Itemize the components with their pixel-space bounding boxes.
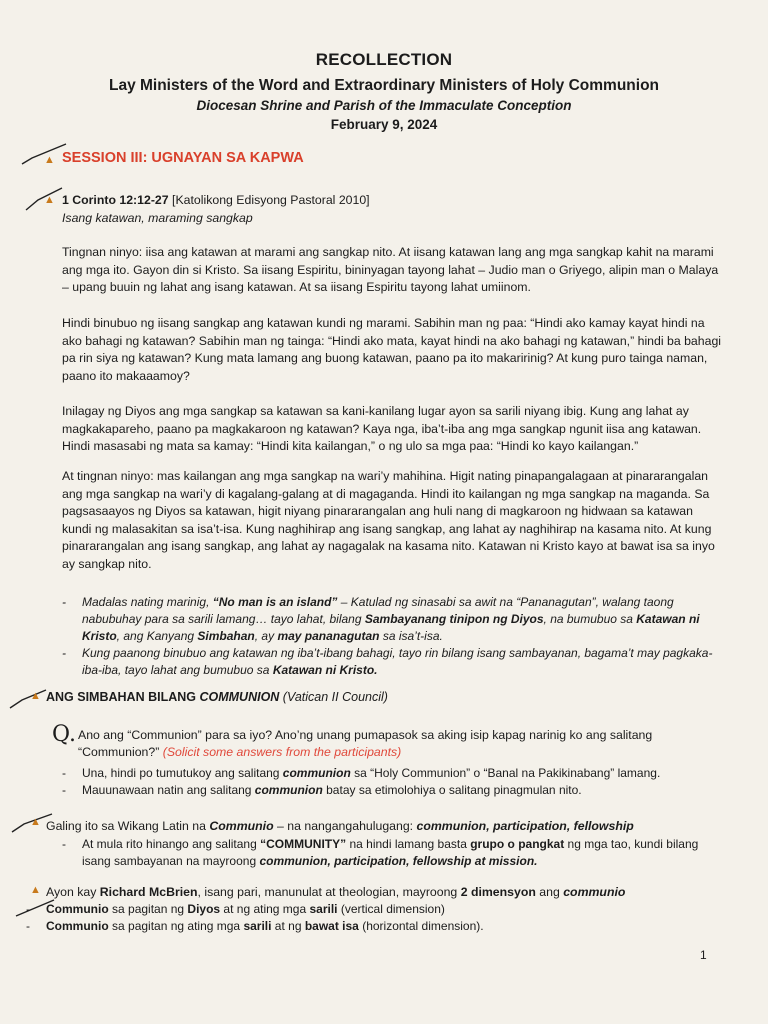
text-run: Galing ito sa Wikang Latin na — [46, 819, 210, 833]
bullet-dash: - — [62, 595, 66, 609]
candle-icon: ▲ — [30, 816, 41, 828]
list-item — [62, 594, 722, 645]
question — [78, 727, 718, 761]
text-run: Simbahan — [197, 629, 255, 643]
handwritten-q: Q. — [52, 722, 76, 747]
reading-theme: Isang katawan, maraming sangkap — [62, 210, 253, 225]
latin-origin — [46, 818, 726, 835]
bullet-dash: - — [62, 783, 66, 797]
text-run: sa isa’t-isa. — [379, 629, 443, 643]
bullet-dash: - — [62, 646, 66, 660]
text-run: batay sa etimolohiya o salitang pinagmulan nito. — [322, 783, 582, 797]
list-item — [62, 765, 722, 782]
text-run: Diyos — [187, 902, 221, 916]
page-number: 1 — [700, 948, 707, 962]
bullet-dash: - — [26, 919, 30, 933]
doc-date: February 9, 2024 — [330, 117, 438, 132]
text-run: ang — [535, 885, 564, 899]
candle-icon: ▲ — [30, 690, 41, 702]
candle-icon: ▲ — [44, 154, 55, 166]
text-run: sa “Holy Communion” o “Banal na Pakikinabang” lamang. — [350, 766, 661, 780]
community-bullets — [62, 836, 722, 870]
text-run: (vertical dimension) — [337, 902, 445, 916]
bullet-dash: - — [62, 766, 66, 780]
list-item — [62, 782, 722, 799]
candle-icon: ▲ — [30, 884, 41, 896]
list-item — [26, 901, 686, 918]
text-run: communion, participation, fellowship at mission. — [259, 854, 538, 868]
communion-bullets — [62, 765, 722, 799]
text-run: Katawan ni Kristo — [82, 612, 700, 643]
text-run: – na nangangahulugang: — [273, 819, 417, 833]
paragraph: Inilagay ng Diyos ang mga sangkap sa katawan sa kani-kanilang lugar ayon sa sarili niyang ibig. Kung ang lahat ay magkakapareho, paano pa magkakaroon ng katawan? Kaya nga, iba’t-iba ang mga sangkap ngunit iisa ang katawan. Hindi masasabi ng mata sa kamay: “Hindi kita kailangan,” o ng ulo sa mga paa: “Hindi ko kayo kailangan.” — [62, 404, 702, 453]
text-run: Una, hindi po tumutukoy ang salitang — [82, 766, 283, 780]
text-run: communion — [254, 783, 323, 797]
text-run: 2 dimensyon — [460, 885, 536, 899]
reading-reference — [62, 192, 722, 227]
text-run: Communio — [46, 902, 109, 916]
candle-icon: ▲ — [44, 194, 55, 206]
text-run: na hindi lamang basta — [346, 837, 471, 851]
text-run: , ay — [254, 629, 278, 643]
text-run: (Vatican II Council) — [279, 690, 388, 704]
doc-subtitle: Lay Ministers of the Word and Extraordinary Ministers of Holy Communion — [108, 77, 660, 94]
text-run: , na bumubuo sa — [543, 612, 637, 626]
text-run: Mauunawaan natin ang salitang — [82, 783, 255, 797]
text-run: Katawan ni Kristo. — [272, 663, 378, 677]
text-run: COMMUNION — [199, 690, 280, 704]
section-heading — [46, 690, 388, 704]
bullet-dash: - — [26, 902, 30, 916]
text-run: Sambayanang tinipon ng Diyos — [364, 612, 544, 626]
reflection-bullets — [62, 594, 722, 679]
mcbrien-intro — [46, 884, 726, 901]
text-run: communion, participation, fellowship — [416, 819, 634, 833]
text-run: may pananagutan — [277, 629, 380, 643]
text-run: communion — [282, 766, 351, 780]
dimension-bullets — [26, 901, 686, 935]
reading-edition: [Katolikong Edisyong Pastoral 2010] — [172, 193, 370, 207]
list-item — [26, 918, 686, 935]
text-run: at ng ating mga — [220, 902, 310, 916]
text-run: ANG SIMBAHAN BILANG — [46, 690, 200, 704]
session-heading: SESSION III: UGNAYAN SA KAPWA — [62, 150, 304, 166]
text-run: Kung paanong binubuo ang katawan ng iba’t-ibang bahagi, tayo rin bilang isang sambayanan, bagama’t may pagkaka-iba-iba, tayo lahat ang bumubuo sa — [82, 646, 713, 677]
text-run: sa pagitan ng ating mga — [108, 919, 244, 933]
text-run: grupo o pangkat — [470, 837, 565, 851]
text-run: At mula rito hinango ang salitang — [82, 837, 261, 851]
text-run: sarili — [309, 902, 338, 916]
list-item — [62, 645, 722, 679]
text-run: communio — [563, 885, 626, 899]
text-run: – Katulad ng sinasabi sa awit na “Pananagutan”, walang taong nabubuhay para sa sarili lamang… tayo lahat, bilang — [82, 595, 674, 626]
pen-check-icon — [8, 684, 48, 714]
text-run: “No man is an island” — [212, 595, 338, 609]
text-run: Communio — [209, 819, 274, 833]
paragraph: Tingnan ninyo: iisa ang katawan at marami ang sangkap nito. At iisang katawan lang ang mga sangkap kahit na marami ang mga ito. Gayon din si Kristo. Sa iisang Espiritu, bininyagan tayong lahat – Judio man o Griyego, alipin man o Malaya – upang buuin ng lahat ang isang katawan. At sa iisang Espiritu tayong lahat umiinom. — [62, 245, 719, 294]
text-run: bawat isa — [304, 919, 359, 933]
reading-ref: 1 Corinto 12:12-27 — [62, 193, 169, 207]
text-run: sarili — [243, 919, 272, 933]
doc-title: RECOLLECTION — [315, 50, 453, 69]
text-run: sa pagitan ng — [108, 902, 188, 916]
text-run: Richard McBrien — [99, 885, 198, 899]
text-run: , ang Kanyang — [116, 629, 198, 643]
text-run: Ayon kay — [46, 885, 100, 899]
text-run: Communio — [46, 919, 109, 933]
text-run: , isang pari, manunulat at theologian, mayroong — [197, 885, 461, 899]
text-run: (horizontal dimension). — [358, 919, 484, 933]
text-run: ng mga tao, kundi bilang isang sambayanan na mayroong — [82, 837, 699, 868]
text-run: Madalas nating marinig, — [82, 595, 213, 609]
text-run: “COMMUNITY” — [260, 837, 347, 851]
list-item — [62, 836, 722, 870]
text-run: Ano ang “Communion” para sa iyo? Ano’ng unang pumapasok sa aking isip kapag narinig ko ang salitang “Communion?” — [78, 728, 653, 759]
bullet-dash: - — [62, 837, 66, 851]
doc-parish: Diocesan Shrine and Parish of the Immaculate Conception — [196, 98, 572, 113]
paragraph: Hindi binubuo ng iisang sangkap ang katawan kundi ng marami. Sabihin man ng paa: “Hindi ako kamay kayat hindi na ako bahagi ng katawan? Sabihin man ng tainga: “Hindi ako mata, kayat hindi na ako bahagi ng katawan,” hindi ba bahagi pa rin siya ng katawan? Kung mata lamang ang buong katawan, paano pa ito makaririnig? At kung puro tainga naman, paano ito makaaamoy? — [62, 316, 722, 383]
text-run: at ng — [271, 919, 305, 933]
paragraph: At tingnan ninyo: mas kailangan ang mga sangkap na wari’y mahihina. Higit nating pinapangalagaan at pinararangalan ang mga sangkap na wari’y di kagalang-galang at di magaganda. Hindi ito kailangan ng mga sangkap na maganda. Sa pagsasaayos ng Diyos sa katawan, higit niyang pinararangalan ang huli nang di magkaroon ng hidwaan sa katawan kundi ng malasakitan sa isa’t-isa. Kung naghihirap ang isang sangkap, ang lahat ay naghihirap na kasama nito. At kung pinararangalan ang isang sangkap, ang lahat ay nagagalak na kasama nito. Katawan ni Kristo kayo at bawat isa sa inyo ay sangkap nito. — [62, 469, 715, 571]
text-run: (Solicit some answers from the participants) — [159, 745, 402, 759]
